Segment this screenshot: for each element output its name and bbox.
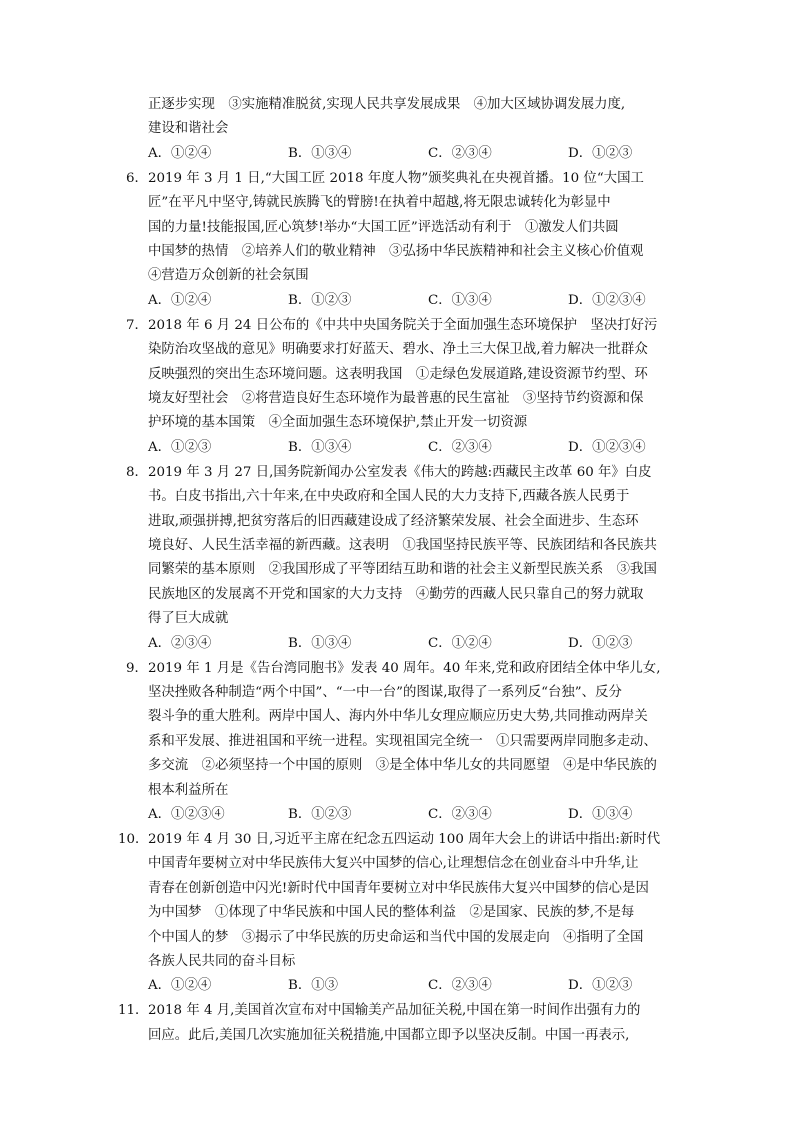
question-text-line: 为中国梦 ①体现了中华民族和中国人民的整体利益 ②是国家、民族的梦,不是每 [148, 905, 635, 921]
question-text-line: 得了巨大成就 [148, 611, 229, 627]
question-text-line: 境良好、人民生活幸福的新西藏。这表明 ①我国坚持民族平等、民族团结和各民族共 [148, 538, 657, 553]
question-9-option-c[interactable]: C．②③④ [428, 807, 492, 822]
question-6-option-b[interactable]: B．①②③ [288, 292, 352, 308]
question-8-option-b[interactable]: B．①③④ [288, 635, 352, 651]
top-option-a[interactable]: A．①②④ [148, 145, 212, 161]
question-text-line: 境友好型社会 ②将营造良好生态环境作为最普惠的民生富祉 ③坚持节约资源和保 [148, 391, 644, 406]
question-text-line: 2018 年 4 月,美国首次宣布对中国输美产品加征关税,中国在第一时间作出强有力的 [148, 1003, 641, 1019]
question-number: 10． [118, 832, 149, 847]
question-9-options [148, 806, 708, 824]
question-text-line: 2019 年 1 月是《告台湾同胞书》发表 40 周年。40 年来,党和政府团结全体中华儿女, [148, 660, 661, 676]
question-text-line: 2019 年 3 月 1 日,“大国工匠 2018 年度人物”颁奖典礼在央视首播。10 位“大国工 [148, 170, 644, 186]
question-10-option-b[interactable]: B．①③ [288, 978, 339, 994]
question-9-option-d[interactable]: D．①③④ [568, 807, 633, 822]
question-text-line: 系和平发展、推进祖国和平统一进程。实现祖国完全统一 ①只需要两岸同胞多走动、 [148, 733, 657, 749]
question-number: 9． [126, 660, 148, 676]
question-text-line: 裂斗争的重大胜利。两岸中国人、海内外中华儿女理应顺应历史大势,共同推动两岸关 [148, 709, 648, 725]
question-10-option-a[interactable]: A．①②④ [148, 978, 212, 994]
question-number: 6． [126, 170, 148, 186]
top-continuation-line: 建设和谐社会 [148, 121, 229, 137]
question-10-option-d[interactable]: D．①②③ [568, 978, 633, 994]
question-text-line: 进取,顽强拼搏,把贫穷落后的旧西藏建设成了经济繁荣发展、社会全面进步、生态环 [148, 513, 639, 529]
question-text-line: 中国梦的热情 ②培养人们的敬业精神 ③弘扬中华民族精神和社会主义核心价值观 [148, 244, 644, 259]
question-text-line: 民族地区的发展离不开党和国家的大力支持 ④勤劳的西藏人民只靠自己的努力就取 [148, 586, 644, 602]
question-text-line: 中国青年要树立对中华民族伟大复兴中国梦的信心,让理想信念在创业奋斗中升华,让 [148, 856, 639, 872]
question-6-option-a[interactable]: A．①②④ [148, 292, 212, 308]
question-text-line: 个中国人的梦 ③揭示了中华民族的历史命运和当代中国的发展走向 ④指明了全国 [148, 929, 644, 945]
question-text-line: 同繁荣的基本原则 ②我国形成了平等团结互助和谐的社会主义新型民族关系 ③我国 [148, 562, 657, 578]
question-7-option-a[interactable]: A．①②③ [148, 439, 212, 455]
question-text-line: 匠”在平凡中坚守,铸就民族腾飞的臂膀!在执着中超越,将无限忠诚转化为彰显中 [148, 195, 611, 211]
question-number: 11． [118, 1003, 149, 1019]
top-continuation-line: 正逐步实现 ③实施精准脱贫,实现人民共享发展成果 ④加大区域协调发展力度, [148, 97, 626, 112]
question-7-option-d[interactable]: D．①②③④ [568, 439, 646, 455]
question-text-line: 国的力量!技能报国,匠心筑梦!举办“大国工匠”评选活动有利于 ①激发人们共圆 [148, 219, 619, 235]
question-text-line: 2018 年 6 月 24 日公布的《中共中央国务院关于全面加强生态环境保护 坚决打好污 [148, 317, 658, 333]
question-8-option-d[interactable]: D．①②③ [568, 635, 633, 651]
question-6-options [148, 292, 708, 310]
top-option-d[interactable]: D．①②③ [568, 145, 633, 161]
top-option-b[interactable]: B．①③④ [288, 145, 352, 161]
question-text-line: 青春在创新创造中闪光!新时代中国青年要树立对中华民族伟大复兴中国梦的信心是因 [148, 880, 649, 896]
question-text-line: ④营造万众创新的社会氛围 [148, 268, 309, 284]
question-text-line: 染防治攻坚战的意见》明确要求打好蓝天、碧水、净土三大保卫战,着力解决一批群众 [148, 342, 648, 358]
question-text-line: 坚决挫败各种制造“两个中国”、“一中一台”的图谋,取得了一系列反“台独”、反分 [148, 685, 622, 700]
question-7-option-c[interactable]: C．②③④ [428, 439, 492, 455]
question-10-options [148, 977, 708, 995]
question-number: 8． [126, 464, 148, 480]
question-8-option-a[interactable]: A．②③④ [148, 635, 212, 651]
top-option-c[interactable]: C．②③④ [428, 145, 492, 161]
question-text-line: 各族人民共同的奋斗目标 [148, 954, 296, 969]
question-6-option-d[interactable]: D．①②③④ [568, 292, 646, 308]
question-8-option-c[interactable]: C．①②④ [428, 635, 492, 651]
question-8-options [148, 635, 708, 653]
question-9-option-a[interactable]: A．①②③④ [148, 807, 225, 822]
question-text-line: 2019 年 3 月 27 日,国务院新闻办公室发表《伟大的跨越:西藏民主改革 60 年》白皮 [148, 464, 652, 480]
question-text-line: 2019 年 4 月 30 日,习近平主席在纪念五四运动 100 周年大会上的讲话中指出:新时代 [148, 832, 661, 847]
question-7-option-b[interactable]: B．①③④ [288, 439, 352, 455]
question-6-option-c[interactable]: C．①③④ [428, 292, 492, 308]
top-options [148, 145, 708, 163]
question-number: 7． [126, 317, 148, 333]
question-text-line: 根本利益所在 [148, 782, 229, 798]
question-text-line: 反映强烈的突出生态环境问题。这表明我国 ①走绿色发展道路,建设资源节约型、环 [148, 366, 648, 382]
question-10-option-c[interactable]: C．②③④ [428, 978, 492, 994]
question-7-options [148, 439, 708, 457]
question-text-line: 多交流 ②必须坚持一个中国的原则 ③是全体中华儿女的共同愿望 ④是中华民族的 [148, 758, 657, 774]
question-text-line: 护环境的基本国策 ④全面加强生态环境保护,禁止开发一切资源 [148, 415, 528, 431]
question-text-line: 回应。此后,美国几次实施加征关税措施,中国都立即予以坚决反制。中国一再表示, [148, 1027, 630, 1043]
question-text-line: 书。白皮书指出,六十年来,在中央政府和全国人民的大力支持下,西藏各族人民勇于 [148, 489, 630, 505]
question-9-option-b[interactable]: B．①②③ [288, 807, 352, 822]
